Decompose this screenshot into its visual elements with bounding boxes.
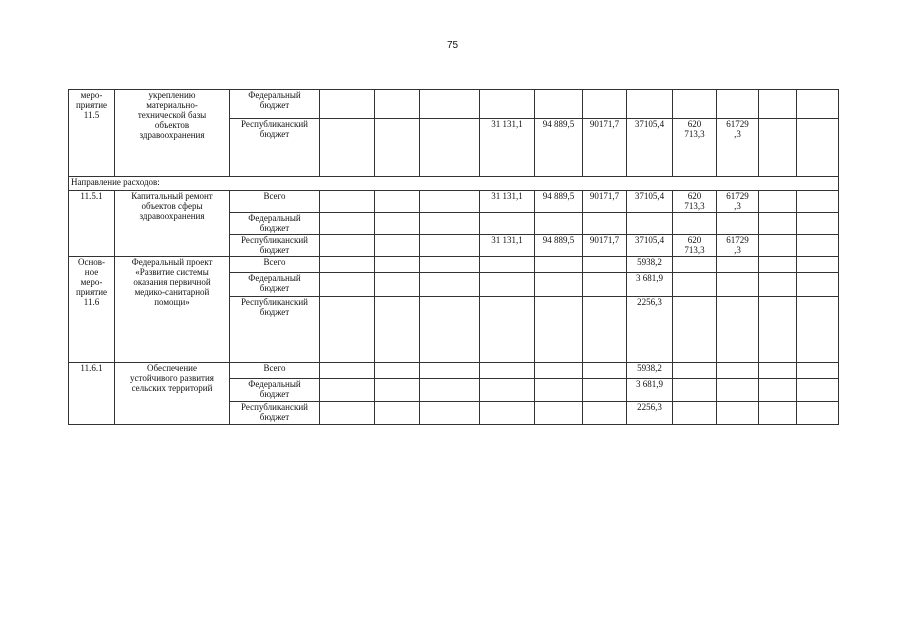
value-cell: 620 713,3 bbox=[673, 191, 717, 213]
value-cell: 90171,7 bbox=[583, 235, 627, 257]
table-row bbox=[69, 363, 839, 379]
table-row bbox=[69, 177, 839, 191]
value-cell: 61729 ,3 bbox=[717, 191, 759, 213]
table-row bbox=[69, 257, 839, 273]
value-cell: 94 889,5 bbox=[535, 119, 583, 177]
measure-name: укреплению материально- технической базы объектов здравоохранения bbox=[115, 90, 230, 177]
value-cell: 3 681,9 bbox=[627, 379, 673, 402]
value-cell: 2256,3 bbox=[627, 402, 673, 425]
value-cell: 37105,4 bbox=[627, 191, 673, 213]
value-cell: 61729 ,3 bbox=[717, 119, 759, 177]
funding-source: Республиканский бюджет bbox=[230, 297, 320, 363]
funding-source: Республиканский бюджет bbox=[230, 235, 320, 257]
value-cell: 94 889,5 bbox=[535, 191, 583, 213]
page-number: 75 bbox=[446, 40, 459, 51]
funding-source: Федеральный бюджет bbox=[230, 379, 320, 402]
section-label: Направление расходов: bbox=[69, 177, 839, 191]
value-cell: 37105,4 bbox=[627, 119, 673, 177]
value-cell: 31 131,1 bbox=[480, 235, 535, 257]
funding-source: Республиканский бюджет bbox=[230, 402, 320, 425]
value-cell: 94 889,5 bbox=[535, 235, 583, 257]
value-cell: 620 713,3 bbox=[673, 235, 717, 257]
value-cell: 2256,3 bbox=[627, 297, 673, 363]
funding-source: Федеральный бюджет bbox=[230, 213, 320, 235]
value-cell: 5938,2 bbox=[627, 257, 673, 273]
value-cell: 31 131,1 bbox=[480, 191, 535, 213]
measure-code: 11.5.1 bbox=[69, 191, 115, 257]
table-row bbox=[69, 90, 839, 119]
measure-code: Основ- ное меро- приятие 11.6 bbox=[69, 257, 115, 363]
value-cell: 3 681,9 bbox=[627, 273, 673, 297]
funding-source: Всего bbox=[230, 191, 320, 213]
value-cell: 620 713,3 bbox=[673, 119, 717, 177]
value-cell: 90171,7 bbox=[583, 119, 627, 177]
value-cell: 37105,4 bbox=[627, 235, 673, 257]
funding-source: Всего bbox=[230, 257, 320, 273]
funding-source: Федеральный бюджет bbox=[230, 90, 320, 119]
value-cell: 90171,7 bbox=[583, 191, 627, 213]
measure-code: 11.6.1 bbox=[69, 363, 115, 425]
measure-code: меро- приятие 11.5 bbox=[69, 90, 115, 177]
measure-name: Обеспечение устойчивого развития сельских территорий bbox=[115, 363, 230, 425]
measure-name: Капитальный ремонт объектов сферы здравоохранения bbox=[115, 191, 230, 257]
table-row bbox=[69, 191, 839, 213]
budget-table bbox=[68, 89, 839, 425]
value-cell: 5938,2 bbox=[627, 363, 673, 379]
funding-source: Всего bbox=[230, 363, 320, 379]
value-cell: 61729 ,3 bbox=[717, 235, 759, 257]
measure-name: Федеральный проект «Развитие системы оказания первичной медико-санитарной помощи» bbox=[115, 257, 230, 363]
funding-source: Республиканский бюджет bbox=[230, 119, 320, 177]
funding-source: Федеральный бюджет bbox=[230, 273, 320, 297]
value-cell: 31 131,1 bbox=[480, 119, 535, 177]
